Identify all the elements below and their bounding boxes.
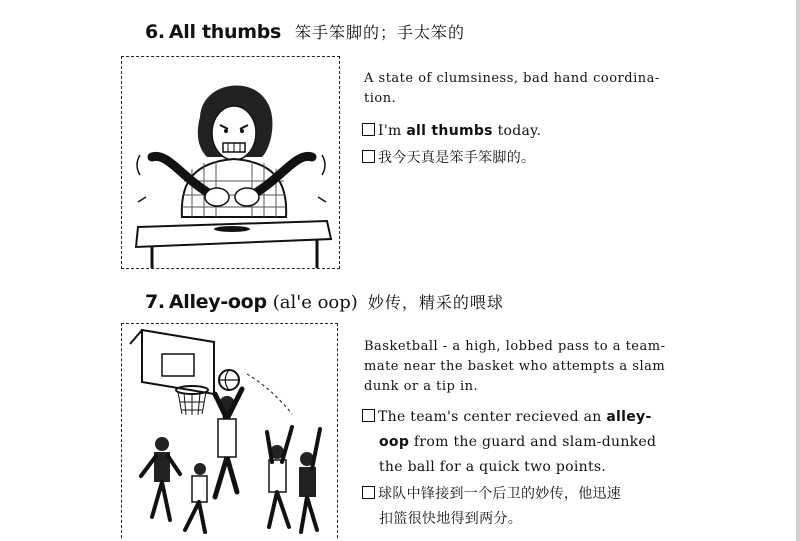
definition-line: mate near the basket who attempts a slam — [364, 359, 666, 374]
entry-7-example-en — [362, 405, 656, 480]
example-line — [362, 482, 621, 507]
example-highlight: all thumbs — [406, 123, 493, 139]
example-chinese: 球队中锋接到一个后卫的妙传，他迅速 — [378, 486, 622, 502]
entry-7-title — [145, 290, 504, 313]
example-text: from the guard and slam-dunked — [409, 434, 657, 450]
entry-6-phrase: All thumbs — [168, 21, 282, 43]
basketball-players-illustration — [122, 324, 337, 538]
example-highlight: oop — [379, 434, 410, 450]
example-line — [362, 455, 656, 480]
example-chinese: 扣篮很快地得到两分。 — [379, 511, 522, 527]
entry-6-example-cn — [362, 146, 535, 171]
example-text: today. — [492, 123, 542, 139]
example-line — [362, 430, 656, 455]
definition-line: tion. — [364, 91, 397, 106]
example-line — [362, 405, 656, 430]
example-text: the ball for a quick two points. — [379, 459, 607, 475]
entry-6-chinese-title: 笨手笨脚的；手太笨的 — [295, 23, 466, 42]
example-text: I'm — [378, 123, 407, 139]
definition-line: dunk or a tip in. — [364, 379, 479, 394]
definition-line: A state of clumsiness, bad hand coordina- — [364, 71, 660, 86]
checkbox-icon — [362, 409, 375, 422]
entry-7-phrase: Alley-oop — [168, 291, 267, 313]
entry-6-title — [145, 20, 465, 43]
entry-6-illustration — [121, 56, 340, 269]
checkbox-icon — [362, 123, 375, 136]
example-chinese: 我今天真是笨手笨脚的。 — [378, 150, 536, 166]
example-highlight: alley- — [606, 409, 652, 425]
clumsy-person-illustration — [122, 57, 339, 268]
checkbox-icon — [362, 150, 375, 163]
entry-7-illustration — [121, 323, 338, 538]
definition-line: Basketball - a high, lobbed pass to a team- — [364, 339, 666, 354]
entry-7-example-cn — [362, 482, 621, 532]
entry-7-definition — [364, 337, 684, 397]
entry-6-number: 6. — [145, 21, 165, 43]
entry-6-definition — [364, 69, 664, 109]
example-text: The team's center recieved an — [378, 409, 607, 425]
example-line — [362, 507, 621, 532]
entry-6-example-en — [362, 119, 541, 144]
page-edge — [796, 0, 800, 541]
entry-7-number: 7. — [145, 291, 165, 313]
entry-7-pronunciation: (al'e oop) — [272, 292, 358, 313]
checkbox-icon — [362, 486, 375, 499]
entry-7-chinese-title: 妙传，精采的喂球 — [367, 293, 504, 312]
